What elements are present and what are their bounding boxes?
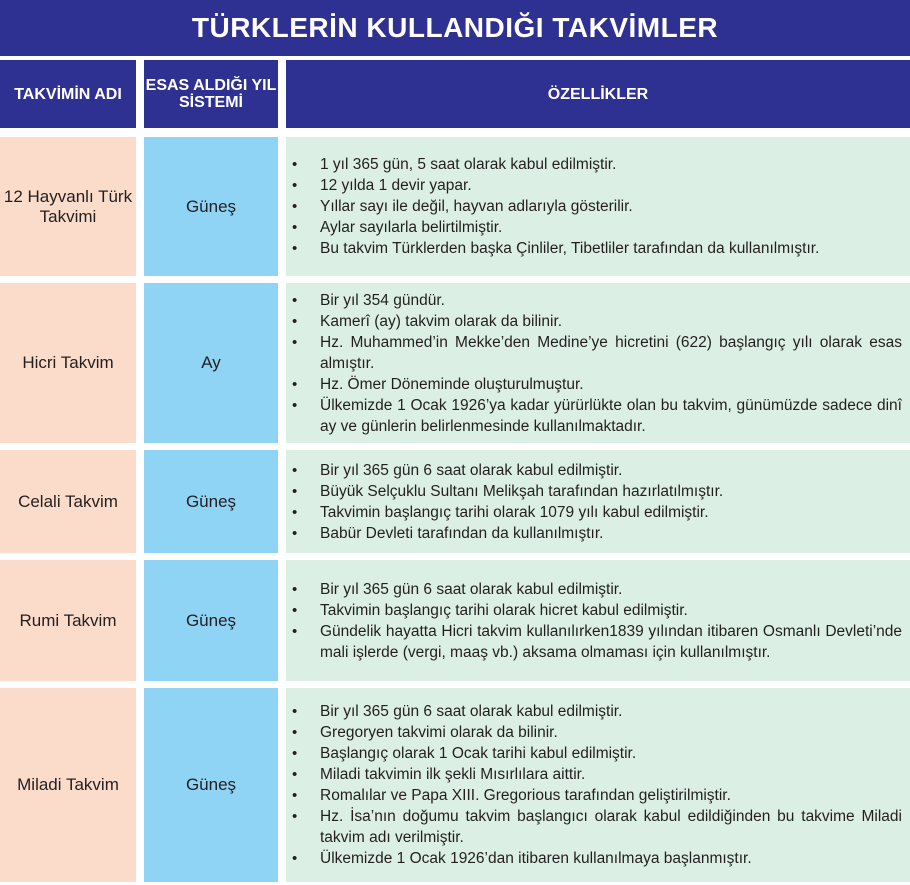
feature-item: • Takvimin başlangıç tarihi olarak hicret kabul edilmiştir. bbox=[320, 600, 902, 621]
year-system: Güneş bbox=[185, 610, 237, 630]
feature-item: • Kamerî (ay) takvim olarak da bilinir. bbox=[320, 311, 902, 332]
feature-item: • Büyük Selçuklu Sultanı Melikşah tarafından hazırlatılmıştır. bbox=[320, 481, 902, 502]
calendar-name: Miladi Takvim bbox=[17, 775, 119, 794]
feature-item: • Gregoryen takvimi olarak da bilinir. bbox=[320, 722, 902, 743]
calendar-name-cell bbox=[0, 688, 136, 882]
year-system: Ay bbox=[201, 353, 221, 372]
feature-item: • Bu takvim Türklerden başka Çinliler, Tibetliler tarafından da kullanılmıştır. bbox=[320, 238, 902, 259]
feature-item: • Babür Devleti tarafından da kullanılmıştır. bbox=[320, 523, 902, 544]
features-list bbox=[286, 290, 910, 437]
feature-item: • Bir yıl 354 gündür. bbox=[320, 290, 902, 311]
features-cell bbox=[286, 137, 910, 276]
calendar-name: Hicri Takvim bbox=[22, 353, 114, 372]
calendar-name-cell bbox=[0, 560, 136, 681]
year-system: Güneş bbox=[185, 196, 237, 216]
calendar-name-cell bbox=[0, 137, 136, 276]
calendar-name: Celali Takvim bbox=[18, 491, 118, 511]
feature-item: • Gündelik hayatta Hicri takvim kullanılırken1839 yılından itibaren Osmanlı Devleti’nde mali işlerde (vergi, maaş vb.) aksama olmaması için kullanılmıştır. bbox=[320, 621, 902, 663]
page-title: TÜRKLERİN KULLANDIĞI TAKVİMLER bbox=[0, 0, 910, 56]
header-year-system: ESAS ALDIĞI YIL SİSTEMİ bbox=[144, 60, 278, 128]
year-system-cell bbox=[144, 450, 278, 553]
features-list bbox=[286, 701, 910, 869]
year-system-cell bbox=[144, 688, 278, 882]
features-cell bbox=[286, 688, 910, 882]
header-calendar-name: TAKVİMİN ADI bbox=[0, 60, 136, 128]
calendar-name: Rumi Takvim bbox=[19, 610, 117, 630]
year-system-cell bbox=[144, 137, 278, 276]
feature-item: • Romalılar ve Papa XIII. Gregorious tarafından geliştirilmiştir. bbox=[320, 785, 902, 806]
feature-item: • 12 yılda 1 devir yapar. bbox=[320, 175, 902, 196]
calendar-name-cell bbox=[0, 450, 136, 553]
feature-item: • Hz. Muhammed’in Mekke’den Medine’ye hicretini (622) başlangıç yılı olarak esas almıştır. bbox=[320, 332, 902, 374]
year-system: Güneş bbox=[185, 491, 237, 511]
header-features: ÖZELLİKLER bbox=[286, 60, 910, 128]
feature-item: • 1 yıl 365 gün, 5 saat olarak kabul edilmiştir. bbox=[320, 154, 902, 175]
feature-item: • Ülkemizde 1 Ocak 1926’dan itibaren kullanılmaya başlanmıştır. bbox=[320, 848, 902, 869]
feature-item: • Hz. İsa’nın doğumu takvim başlangıcı olarak kabul edildiğinden bu takvime Miladi takvim adı verilmiştir. bbox=[320, 806, 902, 848]
feature-item: • Ülkemizde 1 Ocak 1926’ya kadar yürürlükte olan bu takvim, günümüzde sadece dinî ay ve günlerin belirlenmesinde kullanılmaktadır. bbox=[320, 395, 902, 437]
features-cell bbox=[286, 560, 910, 681]
year-system-cell bbox=[144, 283, 278, 443]
feature-item: • Bir yıl 365 gün 6 saat olarak kabul edilmiştir. bbox=[320, 460, 902, 481]
feature-item: • Aylar sayılarla belirtilmiştir. bbox=[320, 217, 902, 238]
features-list bbox=[286, 579, 910, 663]
feature-item: • Bir yıl 365 gün 6 saat olarak kabul edilmiştir. bbox=[320, 701, 902, 722]
feature-item: • Bir yıl 365 gün 6 saat olarak kabul edilmiştir. bbox=[320, 579, 902, 600]
year-system: Güneş bbox=[185, 775, 237, 794]
feature-item: • Takvimin başlangıç tarihi olarak 1079 yılı kabul edilmiştir. bbox=[320, 502, 902, 523]
calendar-name-cell bbox=[0, 283, 136, 443]
feature-item: • Hz. Ömer Döneminde oluşturulmuştur. bbox=[320, 374, 902, 395]
year-system-cell bbox=[144, 560, 278, 681]
feature-item: • Yıllar sayı ile değil, hayvan adlarıyla gösterilir. bbox=[320, 196, 902, 217]
feature-item: • Miladi takvimin ilk şekli Mısırlılara aittir. bbox=[320, 764, 902, 785]
calendar-name: 12 Hayvanlı Türk Takvimi bbox=[3, 186, 133, 226]
feature-item: • Başlangıç olarak 1 Ocak tarihi kabul edilmiştir. bbox=[320, 743, 902, 764]
features-list bbox=[286, 154, 910, 259]
features-cell bbox=[286, 450, 910, 553]
features-list bbox=[286, 460, 910, 544]
features-cell bbox=[286, 283, 910, 443]
